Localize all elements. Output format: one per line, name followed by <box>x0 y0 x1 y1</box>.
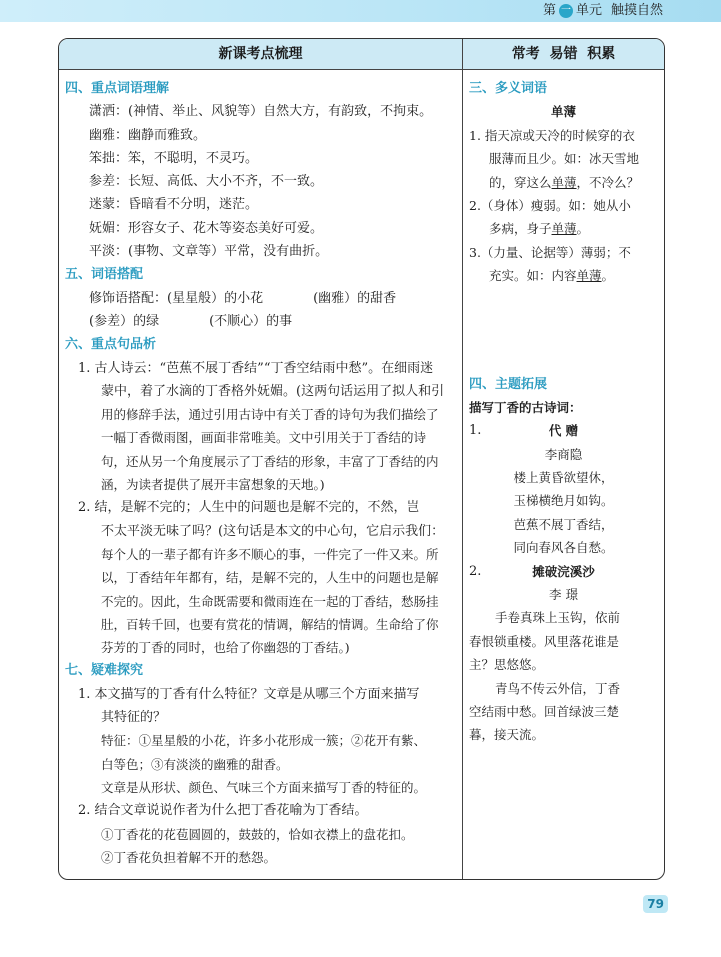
text-line <box>65 240 456 263</box>
text-segment: 迷蒙：昏暗看不分明，迷茫。 <box>89 197 259 213</box>
poems-subheading: 描写丁香的古诗词： <box>469 399 582 415</box>
table-header <box>59 39 664 70</box>
text-segment: 七、疑难探究 <box>65 663 144 679</box>
text-line <box>65 496 456 519</box>
text-line <box>65 473 456 496</box>
section-heading <box>65 77 456 100</box>
text-segment: 芬芳的丁香的同时，也给了你幽怨的丁香结。) <box>101 640 350 656</box>
content-table <box>58 38 665 880</box>
polysemy-word: 单薄 <box>550 104 576 120</box>
text-line <box>65 100 456 123</box>
text-line <box>65 846 456 869</box>
text-line <box>65 636 456 659</box>
text-segment: 六、重点句品析 <box>65 337 157 353</box>
header-right-title: 常考 易错 积累 <box>511 46 616 62</box>
text-line <box>65 403 456 426</box>
text-line <box>65 590 456 613</box>
unit-number-badge: 一 <box>560 5 571 16</box>
unit-suffix: 单元 <box>575 3 602 18</box>
poem-line: 主？思悠悠。 <box>469 657 545 673</box>
text-segment: 妩媚：形容女子、花木等姿态美好可爱。 <box>89 220 324 236</box>
poem-line: 玉梯横绝月如钩。 <box>513 493 614 509</box>
text-segment: 参差：长短、高低、大小不齐，不一致。 <box>89 174 324 190</box>
text-segment: 一幅丁香微雨图，画面非常唯美。文中引用关于丁香结的诗 <box>101 430 427 446</box>
text-segment: 用的修辞手法，通过引用古诗中有关丁香的诗句为我们描绘了 <box>101 407 439 423</box>
text-segment: 幽雅：幽静而雅致。 <box>89 127 207 143</box>
text-line <box>65 287 456 310</box>
underlined-word: 单薄 <box>576 268 602 284</box>
text-segment: 蒙中，着了水滴的丁香格外妩媚。(这两句话运用了拟人和引 <box>101 383 445 399</box>
text-line <box>65 823 456 846</box>
text-line <box>65 217 456 240</box>
text-line <box>65 613 456 636</box>
text-line <box>65 310 456 333</box>
text-segment: 笨拙：笨，不聪明，不灵巧。 <box>89 150 259 166</box>
text-line <box>65 543 456 566</box>
header-left-title: 新课考点梳理 <box>218 46 303 62</box>
text-segment: 句，还从另一个角度展示了丁香结的形象，丰富了丁香结的内 <box>101 453 439 469</box>
poem-body <box>469 606 658 746</box>
text-segment: 其特征的？ <box>101 710 167 726</box>
text-segment: ①丁香花的花苞圆圆的，鼓鼓的，恰如衣襟上的盘花扣。 <box>101 826 414 842</box>
text-line <box>65 170 456 193</box>
poem-line: 青鸟不传云外信，丁香 <box>495 680 621 696</box>
text-segment: 白等色；③有淡淡的幽雅的甜香。 <box>101 756 289 772</box>
poem-line: 空结雨中愁。回首绿波三楚 <box>469 703 620 719</box>
text-segment: 以，丁香结年年都有，结，是解不完的，人生中的问题也是解 <box>101 570 439 586</box>
text-line <box>65 124 456 147</box>
text-segment: 每个人的一辈子都有许多不顺心的事，一件完了一件又来。所 <box>101 546 439 562</box>
text-segment: 文章是从形状、颜色、气味三个方面来描写丁香的特征的。 <box>101 779 427 795</box>
poem-number: 1. <box>469 423 482 439</box>
right-column <box>463 69 664 879</box>
text-segment: 肚，百转千回，也要有赏花的情调，解结的情调。生命给了你 <box>101 616 439 632</box>
text-line <box>65 753 456 776</box>
definition-line: 多病，身子单薄。 <box>489 221 590 237</box>
text-segment: 潇洒：(神情、举止、风貌等）自然大方，有韵致，不拘束。 <box>89 104 433 120</box>
text-line <box>65 193 456 216</box>
underlined-word: 单薄 <box>551 174 577 190</box>
left-column <box>59 69 462 879</box>
definition-line: 的，穿这么单薄，不冷么？ <box>489 174 640 190</box>
page-number: 79 <box>643 895 668 913</box>
text-segment: 2. 结合文章说说作者为什么把丁香花喻为丁香结。 <box>78 803 368 819</box>
unit-name: 触摸自然 <box>610 3 663 18</box>
section-heading: 三、多义词语 <box>469 81 548 96</box>
text-line <box>65 706 456 729</box>
text-segment: 平淡：(事物、文章等）平常，没有曲折。 <box>89 244 329 260</box>
text-line <box>65 426 456 449</box>
text-line <box>65 776 456 799</box>
text-line <box>65 799 456 822</box>
text-segment: 2. 结，是解不完的；人生中的问题也是解不完的，不然，岂 <box>78 500 420 516</box>
text-segment: 不太平淡无味了吗？(这句话是本文的中心句，它启示我们： <box>101 523 445 539</box>
text-line <box>65 380 456 403</box>
definition-line: 充实。如：内容单薄。 <box>489 268 615 284</box>
text-segment: 涵，为读者提供了展开丰富想象的天地。) <box>101 477 325 493</box>
definition-line: 1. 指天凉或天冷的时候穿的衣 <box>469 127 635 143</box>
poem-line: 春恨锁重楼。风里落花谁是 <box>469 633 620 649</box>
unit-prefix: 第 <box>542 3 556 18</box>
poem-line: 芭蕉不展丁香结， <box>513 516 614 532</box>
poem-line: 暮，接天流。 <box>469 727 545 743</box>
text-segment: 不完的。因此，生命既需要和微雨连在一起的丁香结，愁肠挂 <box>101 593 439 609</box>
text-line <box>65 450 456 473</box>
text-segment: (参差）的绿 <box>89 313 160 329</box>
text-segment: 四、重点词语理解 <box>65 81 170 96</box>
definition-list <box>469 124 658 288</box>
text-line <box>65 566 456 589</box>
text-segment: 五、词语搭配 <box>65 267 144 283</box>
section-heading <box>65 333 456 356</box>
text-segment: (幽雅）的甜香 <box>313 290 397 306</box>
text-segment: 特征：①星星般的小花，许多小花形成一簇；②花开有紫、 <box>101 733 427 749</box>
poem-title-row <box>469 560 658 583</box>
text-line <box>65 147 456 170</box>
definition-line: 2.（身体）瘦弱。如：她从小 <box>469 197 631 213</box>
poem-line: 同向春风各自愁。 <box>513 540 614 556</box>
text-line <box>65 729 456 752</box>
poem-author: 李 璟 <box>549 587 578 603</box>
text-segment: ②丁香花负担着解不开的愁怨。 <box>101 849 277 865</box>
poem-title: 摊破浣溪沙 <box>532 563 595 579</box>
poem-number: 2. <box>469 563 482 579</box>
section-heading <box>65 263 456 286</box>
definition-line: 服薄而且少。如：冰天雪地 <box>489 151 640 167</box>
section-heading: 四、主题拓展 <box>469 376 548 392</box>
poem-body <box>469 466 658 560</box>
poem-author: 李商隐 <box>544 446 583 462</box>
poem-title: 代 赠 <box>548 423 579 439</box>
text-line <box>65 357 456 380</box>
poem-title-row <box>469 419 658 442</box>
poem-line: 手卷真珠上玉钩，依前 <box>495 610 621 626</box>
text-segment: 修饰语搭配：(星星般）的小花 <box>89 290 264 306</box>
section-heading <box>65 659 456 682</box>
text-segment: 1. 本文描写的丁香有什么特征？文章是从哪三个方面来描写 <box>78 686 420 702</box>
text-line <box>65 520 456 543</box>
text-segment: (不顺心）的事 <box>209 313 293 329</box>
underlined-word: 单薄 <box>551 221 577 237</box>
text-segment: 1. 古人诗云：“芭蕉不展丁香结”“丁香空结雨中愁”。在细雨迷 <box>78 360 434 376</box>
spacer <box>469 288 658 373</box>
poem-line: 楼上黄昏欲望休， <box>513 470 614 486</box>
text-line <box>65 683 456 706</box>
unit-heading <box>543 0 663 22</box>
definition-line: 3.（力量、论据等）薄弱；不 <box>469 244 631 260</box>
